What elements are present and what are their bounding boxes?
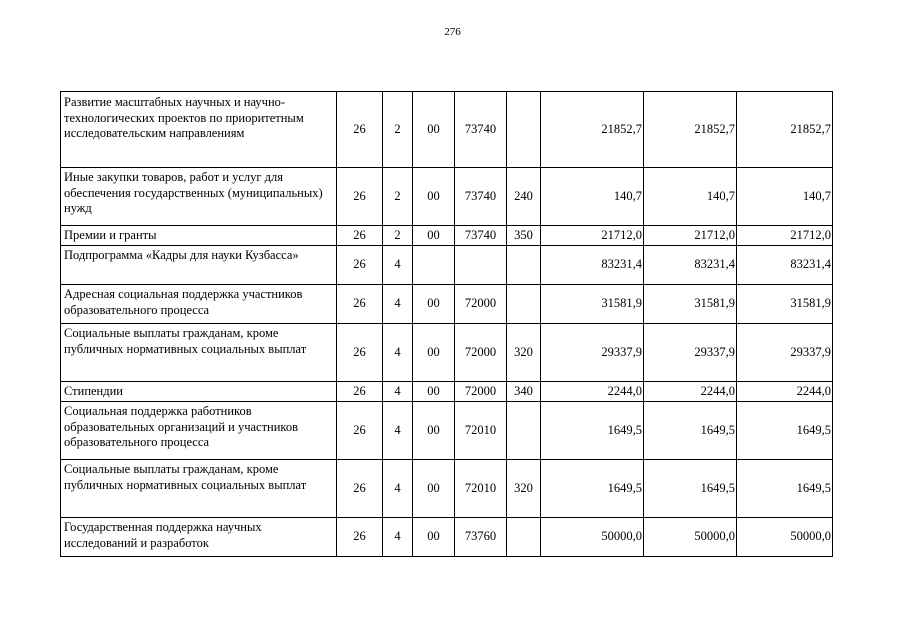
amount-year-3-cell: 1649,5 <box>737 402 833 460</box>
amount-year-1-cell: 83231,4 <box>541 246 644 285</box>
amount-year-3-cell: 31581,9 <box>737 285 833 324</box>
budget-table <box>60 91 833 557</box>
program-code-cell: 26 <box>337 168 383 226</box>
program-code-cell: 26 <box>337 460 383 518</box>
amount-year-2-cell: 21712,0 <box>644 226 737 246</box>
row-name-cell: Социальная поддержка работников образовательных организаций и участников образовательного процесса <box>61 402 337 460</box>
amount-year-2-cell: 1649,5 <box>644 460 737 518</box>
subprogram-code-cell: 4 <box>383 285 413 324</box>
subprogram-code-cell: 4 <box>383 246 413 285</box>
measure-code-cell: 00 <box>413 285 455 324</box>
program-code-cell: 26 <box>337 285 383 324</box>
amount-year-2-cell: 29337,9 <box>644 324 737 382</box>
measure-code-cell: 00 <box>413 518 455 557</box>
program-code-cell: 26 <box>337 226 383 246</box>
amount-year-3-cell: 83231,4 <box>737 246 833 285</box>
expense-type-cell: 320 <box>507 324 541 382</box>
measure-code-cell: 00 <box>413 402 455 460</box>
amount-year-2-cell: 83231,4 <box>644 246 737 285</box>
expense-type-cell <box>507 246 541 285</box>
expense-type-cell <box>507 402 541 460</box>
direction-code-cell: 72000 <box>455 285 507 324</box>
table-row <box>61 324 833 382</box>
amount-year-1-cell: 50000,0 <box>541 518 644 557</box>
row-name-cell: Государственная поддержка научных исследований и разработок <box>61 518 337 557</box>
table-row <box>61 285 833 324</box>
subprogram-code-cell: 2 <box>383 92 413 168</box>
table-row <box>61 168 833 226</box>
row-name-cell: Социальные выплаты гражданам, кроме публичных нормативных социальных выплат <box>61 324 337 382</box>
program-code-cell: 26 <box>337 324 383 382</box>
subprogram-code-cell: 4 <box>383 460 413 518</box>
table-row <box>61 92 833 168</box>
amount-year-2-cell: 140,7 <box>644 168 737 226</box>
subprogram-code-cell: 2 <box>383 226 413 246</box>
direction-code-cell: 73740 <box>455 92 507 168</box>
page-number: 276 <box>444 26 461 38</box>
expense-type-cell: 350 <box>507 226 541 246</box>
amount-year-1-cell: 1649,5 <box>541 460 644 518</box>
amount-year-3-cell: 21852,7 <box>737 92 833 168</box>
measure-code-cell: 00 <box>413 92 455 168</box>
amount-year-3-cell: 1649,5 <box>737 460 833 518</box>
table-row <box>61 382 833 402</box>
table-row <box>61 402 833 460</box>
amount-year-3-cell: 29337,9 <box>737 324 833 382</box>
direction-code-cell: 72000 <box>455 382 507 402</box>
measure-code-cell: 00 <box>413 226 455 246</box>
row-name-cell: Подпрограмма «Кадры для науки Кузбасса» <box>61 246 337 285</box>
expense-type-cell: 240 <box>507 168 541 226</box>
amount-year-3-cell: 50000,0 <box>737 518 833 557</box>
measure-code-cell: 00 <box>413 324 455 382</box>
amount-year-2-cell: 50000,0 <box>644 518 737 557</box>
expense-type-cell: 320 <box>507 460 541 518</box>
measure-code-cell: 00 <box>413 460 455 518</box>
amount-year-3-cell: 21712,0 <box>737 226 833 246</box>
table-row <box>61 460 833 518</box>
amount-year-1-cell: 29337,9 <box>541 324 644 382</box>
row-name-cell: Социальные выплаты гражданам, кроме публичных нормативных социальных выплат <box>61 460 337 518</box>
program-code-cell: 26 <box>337 92 383 168</box>
expense-type-cell <box>507 285 541 324</box>
program-code-cell: 26 <box>337 518 383 557</box>
amount-year-1-cell: 21852,7 <box>541 92 644 168</box>
row-name-cell: Развитие масштабных научных и научно-технологических проектов по приоритетным исследовательским направлениям <box>61 92 337 168</box>
subprogram-code-cell: 4 <box>383 324 413 382</box>
subprogram-code-cell: 4 <box>383 382 413 402</box>
amount-year-2-cell: 1649,5 <box>644 402 737 460</box>
row-name-cell: Стипендии <box>61 382 337 402</box>
amount-year-3-cell: 140,7 <box>737 168 833 226</box>
direction-code-cell: 73740 <box>455 226 507 246</box>
row-name-cell: Премии и гранты <box>61 226 337 246</box>
subprogram-code-cell: 2 <box>383 168 413 226</box>
expense-type-cell <box>507 518 541 557</box>
table-row <box>61 226 833 246</box>
table-row <box>61 518 833 557</box>
direction-code-cell: 72010 <box>455 402 507 460</box>
amount-year-2-cell: 2244,0 <box>644 382 737 402</box>
amount-year-2-cell: 31581,9 <box>644 285 737 324</box>
measure-code-cell: 00 <box>413 168 455 226</box>
direction-code-cell: 72010 <box>455 460 507 518</box>
amount-year-1-cell: 21712,0 <box>541 226 644 246</box>
measure-code-cell <box>413 246 455 285</box>
amount-year-1-cell: 2244,0 <box>541 382 644 402</box>
direction-code-cell <box>455 246 507 285</box>
row-name-cell: Адресная социальная поддержка участников образовательного процесса <box>61 285 337 324</box>
table-row <box>61 246 833 285</box>
amount-year-1-cell: 140,7 <box>541 168 644 226</box>
amount-year-1-cell: 31581,9 <box>541 285 644 324</box>
amount-year-2-cell: 21852,7 <box>644 92 737 168</box>
program-code-cell: 26 <box>337 246 383 285</box>
amount-year-1-cell: 1649,5 <box>541 402 644 460</box>
program-code-cell: 26 <box>337 382 383 402</box>
program-code-cell: 26 <box>337 402 383 460</box>
row-name-cell: Иные закупки товаров, работ и услуг для обеспечения государственных (муниципальных) нужд <box>61 168 337 226</box>
expense-type-cell <box>507 92 541 168</box>
amount-year-3-cell: 2244,0 <box>737 382 833 402</box>
subprogram-code-cell: 4 <box>383 518 413 557</box>
expense-type-cell: 340 <box>507 382 541 402</box>
direction-code-cell: 73740 <box>455 168 507 226</box>
subprogram-code-cell: 4 <box>383 402 413 460</box>
measure-code-cell: 00 <box>413 382 455 402</box>
direction-code-cell: 73760 <box>455 518 507 557</box>
direction-code-cell: 72000 <box>455 324 507 382</box>
